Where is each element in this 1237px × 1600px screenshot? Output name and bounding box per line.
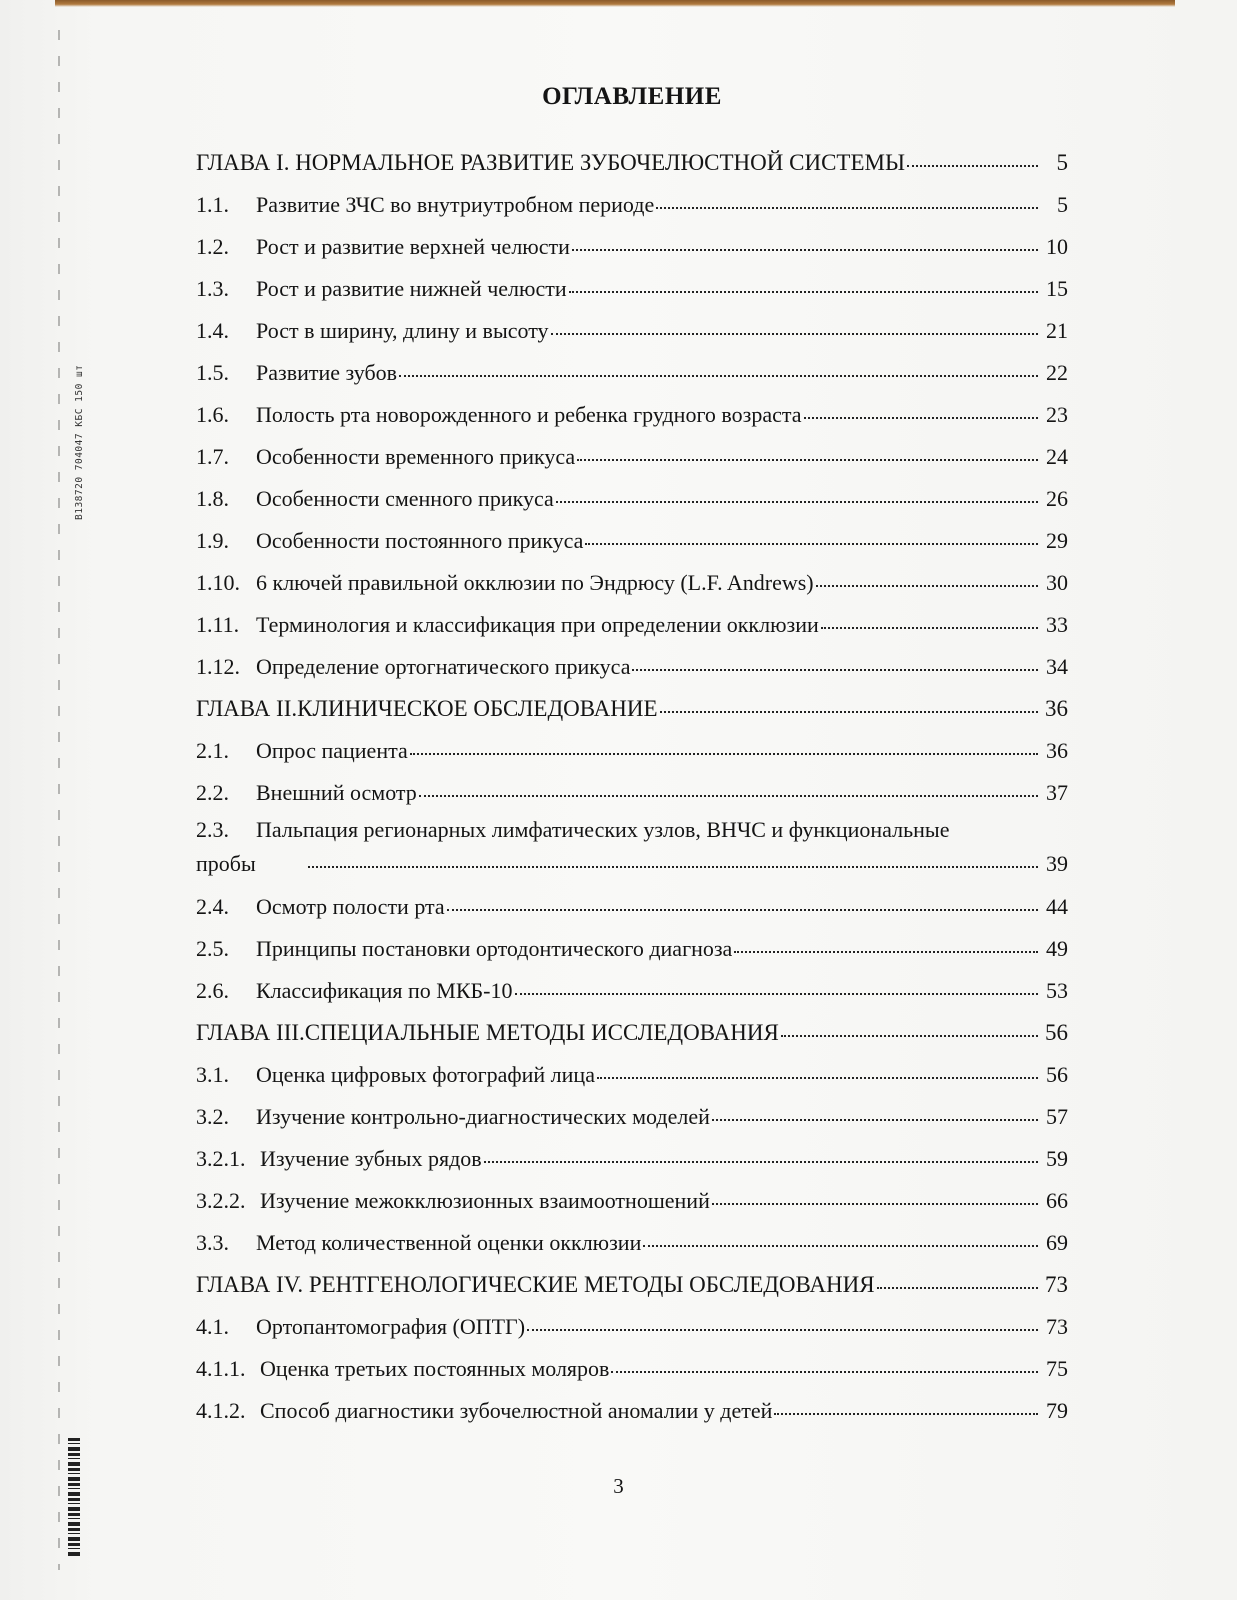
toc-entry[interactable] bbox=[196, 478, 1068, 520]
toc-entry[interactable] bbox=[196, 970, 1068, 1012]
toc-entry-label: Особенности постоянного прикуса bbox=[256, 528, 584, 553]
toc-entry-label: Изучение контрольно-диагностических моделей bbox=[256, 1104, 710, 1129]
toc-entry-label: Рост в ширину, длину и высоту bbox=[256, 318, 549, 343]
toc-entry-page: 66 bbox=[1046, 1188, 1068, 1213]
toc-entry-page: 5 bbox=[1057, 192, 1068, 217]
toc-entry-page: 79 bbox=[1046, 1398, 1068, 1423]
toc-entry-number: 1.9. bbox=[196, 528, 229, 553]
toc-entry-number: 3.2.2. bbox=[196, 1188, 246, 1213]
toc-entry[interactable] bbox=[196, 520, 1068, 562]
toc-entry-label: Определение ортогнатического прикуса bbox=[256, 654, 631, 679]
dot-leader bbox=[907, 165, 1038, 167]
toc-entry-label: Изучение межокклюзионных взаимоотношений bbox=[260, 1188, 710, 1213]
toc-entry-number: 3.2.1. bbox=[196, 1146, 246, 1171]
toc-entry[interactable] bbox=[196, 604, 1068, 646]
toc-entry-label: Опрос пациента bbox=[256, 738, 408, 763]
toc-chapter-label: ГЛАВА II.КЛИНИЧЕСКОЕ ОБСЛЕДОВАНИЕ bbox=[196, 696, 658, 721]
toc-entry-number: 1.11. bbox=[196, 612, 240, 637]
dot-leader bbox=[556, 501, 1038, 503]
toc-entry-number: 1.8. bbox=[196, 486, 229, 511]
toc-entry-number: 1.4. bbox=[196, 318, 229, 343]
toc-entry-label: Особенности сменного прикуса bbox=[256, 486, 554, 511]
dot-leader bbox=[527, 1329, 1038, 1331]
toc-entry-number: 2.1. bbox=[196, 738, 229, 763]
toc-entry[interactable] bbox=[196, 1222, 1068, 1264]
toc-entry-number: 1.6. bbox=[196, 402, 229, 427]
dot-leader bbox=[774, 1413, 1038, 1415]
toc-entry-page: 5 bbox=[1056, 150, 1068, 175]
toc-entry-number: 4.1. bbox=[196, 1314, 229, 1339]
dot-leader bbox=[611, 1371, 1038, 1373]
toc-entry-number: 3.3. bbox=[196, 1230, 229, 1255]
page-number: 3 bbox=[613, 1474, 624, 1498]
toc-entry[interactable] bbox=[196, 310, 1068, 352]
page-top-edge bbox=[55, 0, 1175, 7]
toc-entry-number: 1.3. bbox=[196, 276, 229, 301]
dot-leader bbox=[410, 753, 1038, 755]
toc-entry-label: Развитие зубов bbox=[256, 360, 398, 385]
toc-entry-page: 49 bbox=[1046, 936, 1068, 961]
toc-entry-label: 6 ключей правильной окклюзии по Эндрюсу (L.F. Andrews) bbox=[256, 570, 814, 595]
toc-entry-number: 1.12. bbox=[196, 654, 240, 679]
toc-list bbox=[196, 142, 1068, 1432]
toc-entry[interactable] bbox=[196, 886, 1068, 928]
toc-entry-label: Ортопантомография (ОПТГ) bbox=[256, 1314, 526, 1339]
toc-entry-number: 1.5. bbox=[196, 360, 229, 385]
toc-entry-page: 56 bbox=[1046, 1062, 1068, 1087]
toc-entry-page: 59 bbox=[1046, 1146, 1068, 1171]
dot-leader bbox=[660, 711, 1038, 713]
dot-leader bbox=[419, 795, 1038, 797]
toc-entry-number: 4.1.2. bbox=[196, 1398, 246, 1423]
dot-leader bbox=[804, 417, 1038, 419]
toc-entry-page: 73 bbox=[1045, 1272, 1068, 1297]
toc-entry-label: Полость рта новорожденного и ребенка грудного возраста bbox=[256, 402, 802, 427]
toc-entry[interactable] bbox=[196, 436, 1068, 478]
toc-entry[interactable] bbox=[196, 394, 1068, 436]
toc-entry[interactable] bbox=[196, 730, 1068, 772]
toc-entry-label-continued: пробы bbox=[196, 851, 256, 876]
toc-entry[interactable] bbox=[196, 772, 1068, 814]
dot-leader bbox=[572, 249, 1038, 251]
toc-entry-label: Оценка цифровых фотографий лица bbox=[256, 1062, 595, 1087]
toc-chapter-entry[interactable] bbox=[196, 688, 1068, 730]
toc-entry[interactable] bbox=[196, 1180, 1068, 1222]
side-print-code: В138720 704047 КБС 150 шт bbox=[74, 364, 85, 520]
toc-entry-number: 2.4. bbox=[196, 894, 229, 919]
dot-leader bbox=[515, 993, 1038, 995]
dot-leader bbox=[585, 543, 1038, 545]
toc-entry-number: 2.3. bbox=[196, 817, 229, 842]
toc-entry-page: 21 bbox=[1046, 318, 1068, 343]
toc-chapter-label: ГЛАВА I. НОРМАЛЬНОЕ РАЗВИТИЕ ЗУБОЧЕЛЮСТНОЙ СИСТЕМЫ bbox=[196, 150, 906, 175]
toc-entry-number: 3.2. bbox=[196, 1104, 229, 1129]
toc-entry[interactable] bbox=[196, 184, 1068, 226]
table-of-contents bbox=[196, 70, 1068, 1432]
toc-entry-label: Пальпация регионарных лимфатических узлов, ВНЧС и функциональные bbox=[256, 817, 950, 842]
toc-entry-page: 36 bbox=[1046, 738, 1068, 763]
toc-entry-page: 26 bbox=[1046, 486, 1068, 511]
dot-leader bbox=[484, 1161, 1038, 1163]
toc-entry[interactable] bbox=[196, 1054, 1068, 1096]
dot-leader bbox=[734, 951, 1038, 953]
toc-entry-label: Изучение зубных рядов bbox=[260, 1146, 482, 1171]
toc-chapter-entry[interactable] bbox=[196, 1264, 1068, 1306]
toc-entry-page: 29 bbox=[1046, 528, 1068, 553]
toc-entry[interactable] bbox=[196, 646, 1068, 688]
toc-entry-label: Оценка третьих постоянных моляров bbox=[260, 1356, 610, 1381]
toc-entry[interactable] bbox=[196, 814, 1068, 886]
dot-leader bbox=[399, 375, 1038, 377]
toc-entry-page: 57 bbox=[1046, 1104, 1068, 1129]
toc-entry-page: 36 bbox=[1045, 696, 1068, 721]
toc-entry-label: Осмотр полости рта bbox=[256, 894, 445, 919]
toc-entry-page: 30 bbox=[1046, 570, 1068, 595]
toc-entry-number: 2.2. bbox=[196, 780, 229, 805]
toc-entry-number: 1.7. bbox=[196, 444, 229, 469]
toc-entry-label: Классификация по МКБ-10 bbox=[256, 978, 513, 1003]
toc-entry-number: 2.5. bbox=[196, 936, 229, 961]
dot-leader bbox=[781, 1035, 1038, 1037]
toc-chapter-label: ГЛАВА III.СПЕЦИАЛЬНЫЕ МЕТОДЫ ИССЛЕДОВАНИЯ bbox=[196, 1020, 779, 1045]
toc-chapter-label: ГЛАВА IV. РЕНТГЕНОЛОГИЧЕСКИЕ МЕТОДЫ ОБСЛЕДОВАНИЯ bbox=[196, 1272, 875, 1297]
dot-leader bbox=[877, 1287, 1038, 1289]
dot-leader bbox=[821, 627, 1038, 629]
toc-entry-label: Терминология и классификация при определении окклюзии bbox=[256, 612, 819, 637]
toc-entry[interactable] bbox=[196, 268, 1068, 310]
toc-entry-label: Принципы постановки ортодонтического диагноза bbox=[256, 936, 733, 961]
dot-leader bbox=[656, 207, 1038, 209]
toc-entry[interactable] bbox=[196, 226, 1068, 268]
toc-entry[interactable] bbox=[196, 1096, 1068, 1138]
toc-chapter-entry[interactable] bbox=[196, 1012, 1068, 1054]
toc-entry-page: 53 bbox=[1046, 978, 1068, 1003]
toc-entry-label: Внешний осмотр bbox=[256, 780, 417, 805]
dot-leader bbox=[308, 866, 1038, 868]
toc-entry[interactable] bbox=[196, 928, 1068, 970]
toc-entry-page: 75 bbox=[1046, 1356, 1068, 1381]
toc-entry-page: 37 bbox=[1046, 780, 1068, 805]
toc-entry-page: 73 bbox=[1046, 1314, 1068, 1339]
toc-entry-page: 69 bbox=[1046, 1230, 1068, 1255]
toc-entry-label: Особенности временного прикуса bbox=[256, 444, 576, 469]
toc-entry[interactable] bbox=[196, 1348, 1068, 1390]
toc-entry-number: 4.1.1. bbox=[196, 1356, 246, 1381]
dot-leader bbox=[816, 585, 1038, 587]
toc-entry[interactable] bbox=[196, 1390, 1068, 1432]
toc-entry[interactable] bbox=[196, 1138, 1068, 1180]
toc-entry-number: 1.2. bbox=[196, 234, 229, 259]
dot-leader bbox=[569, 291, 1038, 293]
dot-leader bbox=[551, 333, 1038, 335]
toc-entry-page: 34 bbox=[1046, 654, 1068, 679]
toc-entry-page: 10 bbox=[1046, 234, 1068, 259]
toc-entry[interactable] bbox=[196, 1306, 1068, 1348]
toc-entry-label: Развитие ЗЧС во внутриутробном периоде bbox=[256, 192, 655, 217]
toc-entry-page: 15 bbox=[1046, 276, 1068, 301]
dot-leader bbox=[712, 1203, 1038, 1205]
toc-entry-label: Рост и развитие верхней челюсти bbox=[256, 234, 570, 259]
toc-entry-label: Рост и развитие нижней челюсти bbox=[256, 276, 567, 301]
dot-leader bbox=[632, 669, 1038, 671]
toc-title: ОГЛАВЛЕНИЕ bbox=[542, 83, 722, 110]
toc-chapter-entry[interactable] bbox=[196, 142, 1068, 184]
toc-entry[interactable] bbox=[196, 352, 1068, 394]
dot-leader bbox=[577, 459, 1038, 461]
toc-entry-number: 1.10. bbox=[196, 570, 240, 595]
toc-entry-number: 3.1. bbox=[196, 1062, 229, 1087]
toc-entry-page: 24 bbox=[1046, 444, 1068, 469]
toc-entry[interactable] bbox=[196, 562, 1068, 604]
toc-entry-page: 33 bbox=[1046, 612, 1068, 637]
toc-entry-label: Способ диагностики зубочелюстной аномалии у детей bbox=[260, 1398, 773, 1423]
dot-leader bbox=[597, 1077, 1038, 1079]
toc-entry-page: 44 bbox=[1046, 894, 1068, 919]
toc-entry-page: 56 bbox=[1045, 1020, 1068, 1045]
toc-entry-number: 2.6. bbox=[196, 978, 229, 1003]
dot-leader bbox=[712, 1119, 1038, 1121]
dot-leader bbox=[643, 1245, 1038, 1247]
toc-entry-number: 1.1. bbox=[196, 192, 229, 217]
toc-entry-page: 39 bbox=[1046, 851, 1068, 876]
toc-entry-page: 23 bbox=[1046, 402, 1068, 427]
binding-edge bbox=[58, 30, 60, 1570]
toc-entry-label: Метод количественной оценки окклюзии bbox=[256, 1230, 642, 1255]
toc-entry-page: 22 bbox=[1046, 360, 1068, 385]
dot-leader bbox=[447, 909, 1038, 911]
